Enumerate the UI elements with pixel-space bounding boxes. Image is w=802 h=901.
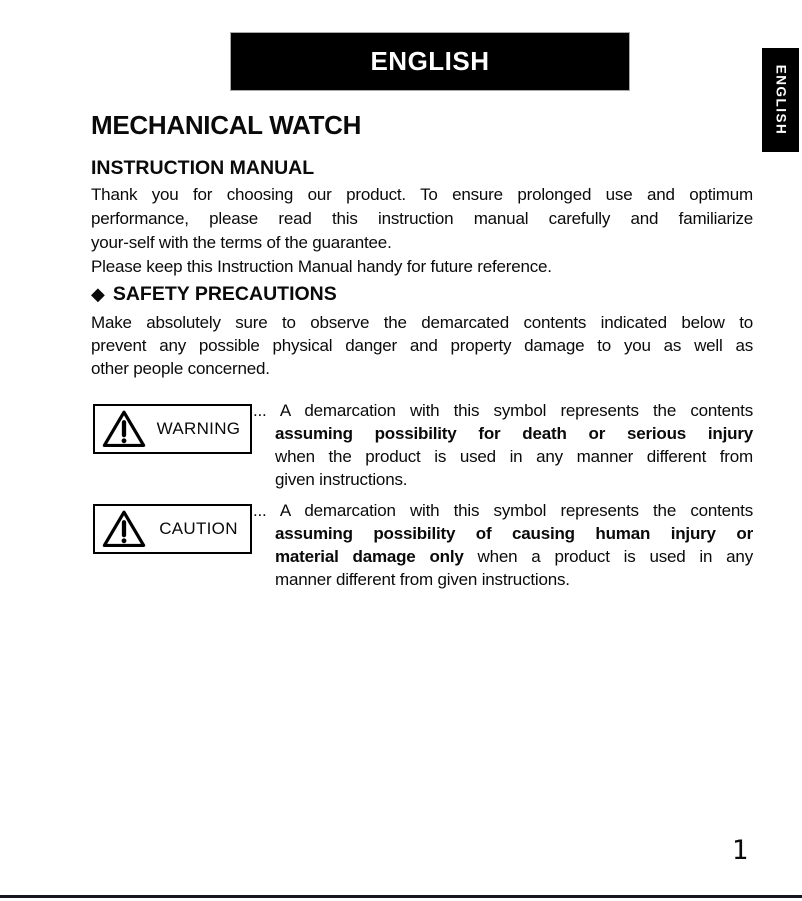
text-line: assuming possibility of causing human injury or xyxy=(275,524,753,543)
text-line: Please keep this Instruction Manual handy for future reference. xyxy=(91,257,552,276)
intro-paragraph xyxy=(91,183,753,279)
text-line: material damage only when a product is used in any xyxy=(275,547,753,566)
warning-signal-box xyxy=(93,404,252,454)
warning-triangle-icon xyxy=(101,409,147,449)
text-line: your-self with the terms of the guarantee. xyxy=(91,233,392,252)
text-line: performance, please read this instruction manual carefully and familiarize xyxy=(91,209,753,228)
bottom-rule xyxy=(0,895,802,898)
warning-label: WARNING xyxy=(156,419,241,438)
text-line: ... A demarcation with this symbol represents the contents xyxy=(253,501,753,520)
caution-label: CAUTION xyxy=(159,519,238,538)
language-banner-label: ENGLISH xyxy=(370,46,490,76)
caution-description xyxy=(253,499,753,591)
text-line: Make absolutely sure to observe the demarcated contents indicated below to xyxy=(91,313,753,332)
diamond-bullet-icon: ◆ xyxy=(91,284,105,304)
instruction-manual-heading: INSTRUCTION MANUAL xyxy=(91,157,315,179)
text-line: assuming possibility for death or serious injury xyxy=(275,424,753,443)
page-number: 1 xyxy=(731,835,748,866)
language-banner xyxy=(230,32,630,91)
warning-description xyxy=(253,399,753,491)
caution-signal-box xyxy=(93,504,252,554)
text-line: when the product is used in any manner different from xyxy=(275,447,753,466)
page-title: MECHANICAL WATCH xyxy=(91,110,362,140)
language-side-tab xyxy=(762,48,799,152)
safety-precautions-label: SAFETY PRECAUTIONS xyxy=(112,283,337,305)
safety-precautions-heading xyxy=(91,283,337,306)
text-line: given instructions. xyxy=(275,470,408,489)
text-line: prevent any possible physical danger and property damage to you as well as xyxy=(91,336,753,355)
text-line: ... A demarcation with this symbol represents the contents xyxy=(253,401,753,420)
text-line: other people concerned. xyxy=(91,359,270,378)
safety-paragraph xyxy=(91,311,753,380)
text-line: manner different from given instructions. xyxy=(275,570,570,589)
side-tab-label: ENGLISH xyxy=(773,64,788,136)
text-line: Thank you for choosing our product. To ensure prolonged use and optimum xyxy=(91,185,753,204)
warning-triangle-icon xyxy=(101,509,147,549)
